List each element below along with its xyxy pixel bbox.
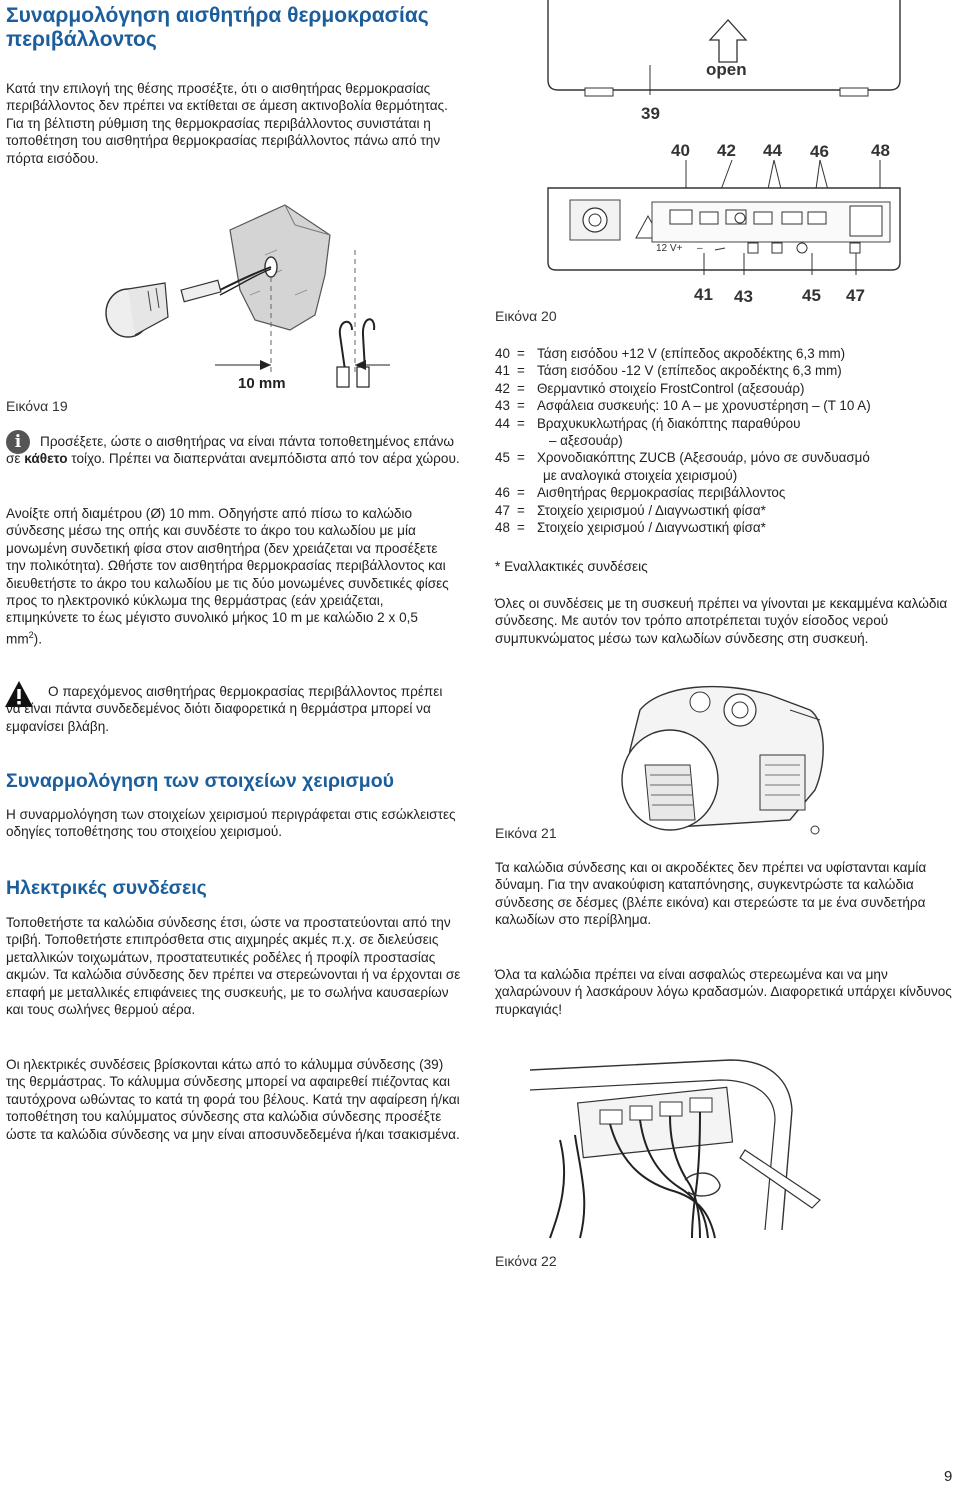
legend-row: 42 = Θερμαντικό στοιχείο FrostControl (αξεσουάρ) [495, 380, 805, 396]
figure-20-voltage-label: 12 V+ [656, 243, 683, 254]
drill-instructions-text: Ανοίξτε οπή διαμέτρου (Ø) 10 mm. Οδηγήστε από πίσω το καλώδιο σύνδεσης μέσω της οπής και συνδέστε το άκρο του καλωδίου με μία μονωμένη συνδετική φίσα στον αισθητήρα (δεν χρειάζεται να προσέξετε την πολικότητα). Ωθήστε τον αισθητήρα θερμοκρασίας περιβάλλοντος και διευθετήστε το άκρο του καλωδίου με τις δύο μονωμένες συνδετικές φίσες προς το ηλεκτρονικό κύκλωμα της θερμάστρας (εάν χρειάζεται, επιμηκύνετε το έως μέγιστο συνολικό μήκος 10 m με καλώδιο 2 x 0,5 $mm^2$). [6, 506, 449, 647]
legend-footnote: * Εναλλακτικές συνδέσεις [495, 559, 648, 574]
callout-40: 40 [671, 141, 690, 160]
legend-row: 43 = Ασφάλεια συσκευής: 10 A – με χρονυστέρηση – (T 10 A) [495, 398, 871, 414]
figure-20-connection-diagram [540, 0, 910, 275]
warning-text: Ο παρεχόμενος αισθητήρας θερμοκρασίας περιβάλλοντος πρέπει να είναι πάντα συνδεδεμένος διότι διαφορετικά η θερμάστρα μπορεί να εμφανίσει βλάβη. [6, 684, 443, 734]
legend-row: 40 = Τάση εισόδου +12 V (επίπεδος ακροδέκτης 6,3 mm) [495, 346, 846, 361]
callout-48: 48 [871, 141, 890, 160]
sensor-intro-text: Κατά την επιλογή της θέσης προσέξτε, ότι ο αισθητήρας θερμοκρασίας περιβάλλοντος δεν πρέπει να εκτίθεται σε άμεση ακτινοβολία θερμότητας. Για τη βέλτιστη ρύθμιση της θερμοκρασίας περιβάλλοντος συνιστάται η τοποθέτηση του αισθητήρα θερμοκρασίας περιβάλλοντος πάνω από την πόρτα εισόδου. [6, 81, 448, 166]
figure-21-heater-illustration [600, 670, 840, 850]
legend-row: 45 = Χρονοδιακόπτης ZUCB (Αξεσουάρ, μόνο σε συνδυασμό [495, 450, 870, 466]
legend-row: 47 = Στοιχείο χειρισμού / Διαγνωστική φίσα* [495, 502, 766, 518]
callout-43: 43 [734, 287, 753, 306]
callout-41: 41 [694, 285, 713, 304]
info-note-text: Προσέξετε, ώστε ο αισθητήρας να είναι πάντα τοποθετημένος επάνω σε κάθετο τοίχο. Πρέπει να διαπερνάται ανεμπόδιστα από τον αέρα χώρου. [6, 434, 460, 467]
section-title-controls: Συναρμολόγηση των στοιχείων χειρισμού [6, 770, 395, 792]
legend-row: 41 = Τάση εισόδου -12 V (επίπεδος ακροδέκτης 6,3 mm) [495, 363, 842, 379]
callout-47: 47 [846, 286, 865, 305]
electrical-text-1: Τοποθετήστε τα καλώδια σύνδεσης έτσι, ώστε να προστατεύονται από την τριβή. Τοποθετήστε επιπρόσθετα στις αιχμηρές ακμές π.χ. σε διελεύσεις μεταλλικών τοιχωμάτων, προστατευτικές ροδέλες ή προφίλ προστασίας ακμών. Τα καλώδια σύνδεσης δεν πρέπει να στερεώνονται ή να έρχονται σε επαφή με μεταλλικές επιφάνειες της συσκευής, με το σωλήνα καυσαερίων και τους σωλήνες θερμού αέρα. [6, 915, 461, 1018]
section-title-electrical: Ηλεκτρικές συνδέσεις [6, 877, 207, 899]
legend-row-continued: με αναλογικά στοιχεία χειρισμού) [543, 467, 738, 483]
callout-44: 44 [763, 141, 782, 160]
strain-relief-text: Τα καλώδια σύνδεσης και οι ακροδέκτες δεν πρέπει να υφίστανται καμία δύναμη. Για την ανακούφιση καταπόνησης, συγκεντρώστε τα καλώδια σύνδεσης σε δέσμες (βλέπε εικόνα) και στερεώστε τα με ένα συνδετήρα καλωδίων στο περίβλημα. [495, 860, 927, 928]
figure-22-caption: Εικόνα 22 [495, 1253, 557, 1269]
page-number: 9 [944, 1468, 953, 1485]
secure-cables-text: Όλα τα καλώδια πρέπει να είναι ασφαλώς στερεωμένα και να μην χαλαρώνουν ή λασκάρουν λόγω κραδασμών. Διαφορετικά υπάρχει κίνδυνος πυρκαγιάς! [495, 967, 952, 1017]
terminal-legend [495, 345, 957, 536]
figure-19-sensor-illustration [90, 195, 420, 405]
legend-row: 44 = Βραχυκυκλωτήρας (ή διακόπτης παραθύρου [495, 415, 801, 431]
figure-19-dimension-label: 10 mm [238, 375, 286, 392]
legend-row: 46 = Αισθητήρας θερμοκρασίας περιβάλλοντος [495, 485, 786, 501]
callout-46: 46 [810, 142, 829, 161]
legend-row: 48 = Στοιχείο χειρισμού / Διαγνωστική φίσα* [495, 520, 766, 536]
electrical-text-2: Οι ηλεκτρικές συνδέσεις βρίσκονται κάτω από το κάλυμμα σύνδεσης (39) της θερμάστρας. Το κάλυμμα σύνδεσης μπορεί να αφαιρεθεί πιέζοντας και ταυτόχρονα ωθώντας το κατά τη φορά του βέλους. Κατά την αφαίρεση ή/και τοποθέτηση του καλύμματος σύνδεσης στα καλώδια σύνδεσης προσέξτε ώστε τα καλώδια σύνδεσης να μην είναι αποσυνδεδεμένα ή/και τσακισμένα. [6, 1057, 460, 1142]
legend-row-continued: – αξεσουάρ) [549, 433, 623, 449]
section-title-sensor: Συναρμολόγηση αισθητήρα θερμοκρασίας περιβάλλοντος [6, 4, 429, 51]
controls-text: Η συναρμολόγηση των στοιχείων χειρισμού περιγράφεται στις εσώκλειστες οδηγίες τοποθέτησης του στοιχείου χειρισμού. [6, 807, 456, 840]
callout-42: 42 [717, 141, 736, 160]
bent-cables-text: Όλες οι συνδέσεις με τη συσκευή πρέπει να γίνονται με κεκαμμένα καλώδια σύνδεσης. Με αυτόν τον τρόπο αποτρέπεται τυχόν είσοδος νερού συμπυκνώματος μέσω των καλωδίων σύνδεσης στη συσκευή. [495, 596, 948, 646]
figure-19-caption: Εικόνα 19 [6, 398, 68, 414]
figure-20-minus-label: – [697, 243, 703, 254]
figure-21-caption: Εικόνα 21 [495, 825, 557, 841]
figure-22-cable-bundle-illustration [520, 1040, 880, 1240]
figure-20-open-label: open [706, 60, 747, 79]
figure-20-caption: Εικόνα 20 [495, 308, 557, 324]
callout-45: 45 [802, 286, 821, 305]
info-note-bold: κάθετο [24, 451, 68, 467]
callout-39: 39 [641, 104, 660, 123]
info-icon: i [6, 430, 30, 454]
